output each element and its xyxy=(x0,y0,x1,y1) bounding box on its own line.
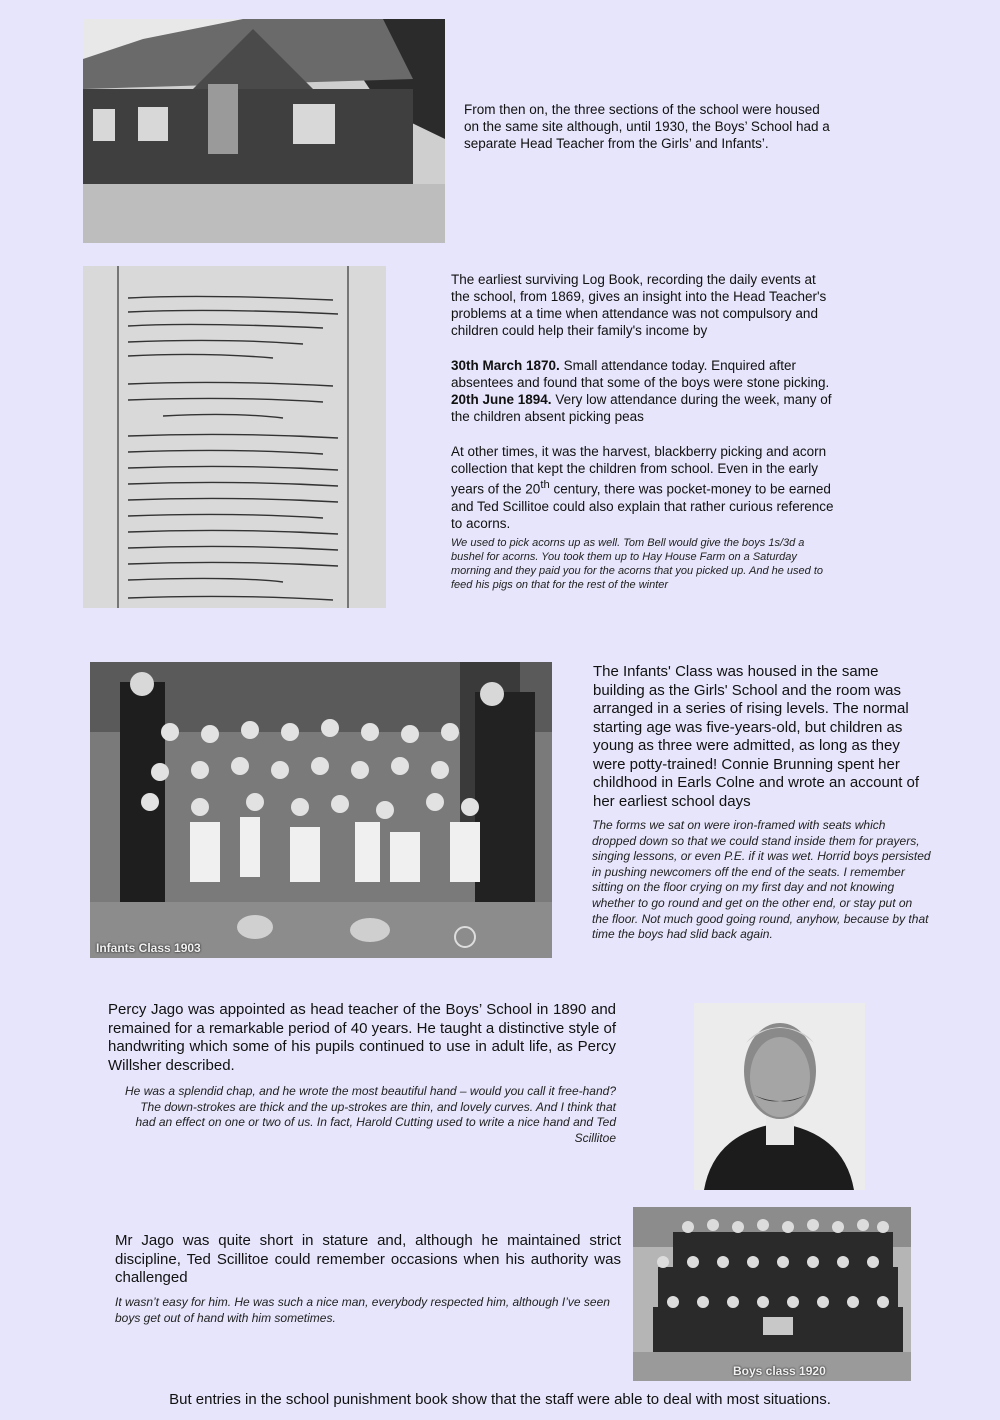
century-superscript: th xyxy=(540,479,550,491)
infants-class-text: The Infants' Class was housed in the same building as the Girls' School and the room was arranged in a series of rising levels. The normal starting age was five-years-old, but children as young as three were admitted, as long as they were potty-trained! Connie Brunning spent her childhood in Earls Colne and wrote an account of her earliest school days xyxy=(593,663,920,810)
infants-class-photo xyxy=(90,662,552,958)
log-book-text xyxy=(451,271,835,592)
entry-1870-date: 30th March 1870. xyxy=(451,358,560,373)
infants-class-quote: The forms we sat on were iron-framed with seats which dropped down so that we could stand inside them for prayers, singing lessons, or even P.E. if it was wet. Horrid boys persisted in pushing newcomers off the end of the seats. I remember sitting on the floor crying on my first day and not knowing whether to go round and get on the other end, or stay put on the floor. Not much good going round, anyhow, because by that time the boys had slid back again. xyxy=(592,818,931,942)
log-book-photo xyxy=(83,266,386,608)
boys-class-caption: Boys class 1920 xyxy=(733,1364,826,1378)
school-building-photo xyxy=(83,19,445,243)
punishment-book-text: But entries in the school punishment book show that the staff were able to deal with most situations. xyxy=(169,1391,831,1408)
log-book-entries xyxy=(451,357,835,425)
acorns-quote: We used to pick acorns up as well. Tom Bell would give the boys 1s/3d a bushel for acorns. You took them up to Hay House Farm on a Saturday morning and they paid you for the acorns that you picked up. And he used to feed his pigs on that for the rest of the winter xyxy=(451,536,824,591)
acorns-text-end: century, there was pocket-money to be earned and Ted Scillitoe could also explain that rather curious reference to acorns. xyxy=(451,481,834,531)
entry-1894-date: 20th June 1894. xyxy=(451,392,552,407)
percy-jago-text: Percy Jago was appointed as head teacher of the Boys’ School in 1890 and remained for a remarkable period of 40 years. He taught a distinctive style of handwriting which some of his pupils continued to use in adult life, as Percy Willsher described. xyxy=(108,1001,616,1074)
mr-jago-text: Mr Jago was quite short in stature and, although he maintained strict discipline, Ted Scillitoe could remember occasions when his authority was challenged xyxy=(115,1232,621,1286)
mr-jago-quote: It wasn’t easy for him. He was such a nice man, everybody respected him, although I’ve seen boys get out of hand with him sometimes. xyxy=(115,1295,610,1325)
percy-jago-quote: He was a splendid chap, and he wrote the most beautiful hand – would you call it free-hand? The down-strokes are thick and the up-strokes are thin, and lovely curves. And I think that had an effect on one or two of us. In fact, Harold Cutting used to write a nice hand and Ted Scillitoe xyxy=(125,1084,616,1145)
school-sections-text: From then on, the three sections of the school were housed on the same site although, until 1930, the Boys’ School had a separate Head Teacher from the Girls’ and Infants’. xyxy=(464,102,830,151)
log-book-intro: The earliest surviving Log Book, recording the daily events at the school, from 1869, gives an insight into the Head Teacher's problems at a time when attendance was not compulsory and children could help their family's income by xyxy=(451,272,827,338)
infants-class-caption: Infants Class 1903 xyxy=(96,941,201,955)
boys-class-photo xyxy=(633,1207,911,1381)
percy-jago-portrait xyxy=(694,1003,865,1190)
entry-1870-text: Small attendance today. Enquired after absentees and found that some of the boys were stone picking. xyxy=(451,358,830,390)
acorns-paragraph xyxy=(451,443,835,532)
acorns-text-start: At other times, it was the harvest, blackberry picking and acorn collection that kept the children from school. Even in the early years of the 20 xyxy=(451,444,827,497)
entry-1894-text: Very low attendance during the week, many of the children absent picking peas xyxy=(451,392,832,424)
